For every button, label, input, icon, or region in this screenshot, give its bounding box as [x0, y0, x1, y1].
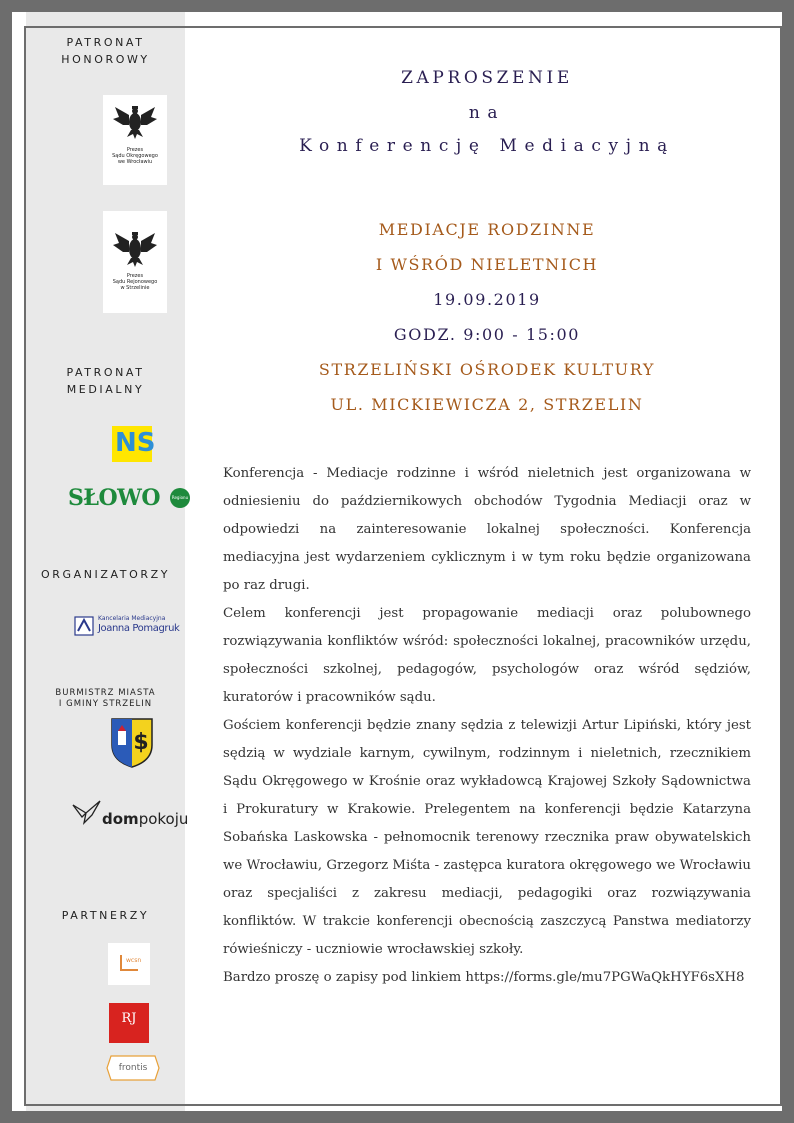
event-address: UL. MICKIEWICZA 2, STRZELIN [330, 395, 644, 414]
svg-text:$: $ [133, 730, 149, 755]
dompokoju-bold: dom [102, 810, 139, 828]
invitation-na: na [468, 103, 506, 123]
paragraph-3: Gościem konferencji będzie znany sędzia z telewizji Artur Lipiński, który jest sędzią w wydziale karnym, cywilnym, rodzinnym i nieletnich, rzecznikiem Sądu Okręgowego w Krośnie oraz wykładowcą Krajowej Szkoły Sądownictwa i Prokuratury w Krakowie. Prelegentem na konferencji będzie Katarzyna Sobańska Laskowska - pełnomocnik terenowy rzecznika praw obywatelskich we Wrocławiu, Grzegorz Miśta - zastępca kuratora okręgowego we Wrocławiu oraz specjaliści z zakresu mediacji, pedagogiki oraz rozwiązywania konfliktów. W trakcie konferencji obecnością zaszczycą Panstwa mediatorzy rówieśniczy - uczniowie wrocławskiej szkoły. [223, 718, 751, 957]
dompokoju-rest: pokoju [138, 810, 189, 828]
paragraph-4: Bardzo proszę o zapisy pod linkiem https://forms.gle/mu7PGWaQkHYF6sXH8 [223, 970, 745, 985]
event-time: GODZ. 9:00 - 15:00 [393, 325, 581, 344]
invitation-conference: Konferencję Mediacyjną [299, 136, 675, 156]
event-date: 19.09.2019 [433, 290, 541, 309]
kancelaria-line2: Joanna Pomagruk [98, 623, 180, 634]
body-text [223, 460, 751, 992]
partnerzy-heading: PARTNERZY [61, 909, 150, 922]
kancelaria-line1: Kancelaria Mediacyjna [98, 615, 166, 622]
logo1-caption: Prezes Sądu Okręgowego we Wrocławiu [112, 147, 158, 165]
slowo-logo-text: SŁOWO [68, 485, 161, 511]
document-page [12, 12, 782, 1111]
paragraph-2: Celem konferencji jest propagowanie mediacji oraz polubownego rozwiązywania konfliktów wśród: społeczności lokalnej, pracowników urzędu, społeczności szkolnej, pedagogów, psychologów oraz wśród sędziów, kuratorów i pracowników sądu. [223, 606, 751, 705]
slowo-badge: Regionu [170, 488, 190, 508]
frontis-text: frontis [118, 1063, 148, 1073]
event-venue: STRZELIŃSKI OŚRODEK KULTURY [318, 360, 656, 379]
organizatorzy-heading: ORGANIZATORZY [40, 568, 171, 581]
ns-logo-text: NS [115, 428, 156, 458]
paragraph-1: Konferencja - Mediacje rodzinne i wśród nieletnich jest organizowana w odniesieniu do październikowych obchodów Tygodnia Mediacji oraz w odpowiedzi na zainteresowanie lokalnej społeczności. Konferencja mediacyjna jest wydarzeniem cyklicznym i w tym roku będzie organizowana po raz drugi. [223, 466, 751, 593]
patronat-medialny-heading: PATRONAT MEDIALNY [66, 366, 145, 396]
wcsn-text: wcsn [126, 957, 142, 964]
event-title-2: I WŚRÓD NIELETNICH [375, 255, 599, 274]
patronat-honorowy-heading: PATRONAT HONOROWY [61, 36, 150, 66]
burmistrz-heading: BURMISTRZ MIASTA I GMINY STRZELIN [55, 688, 156, 709]
logo2-caption: Prezes Sądu Rejonowego w Strzelinie [112, 273, 158, 291]
event-title-1: MEDIACJE RODZINNE [378, 220, 596, 239]
invitation-title: ZAPROSZENIE [401, 68, 573, 88]
rj-text: RJ [121, 1011, 137, 1026]
